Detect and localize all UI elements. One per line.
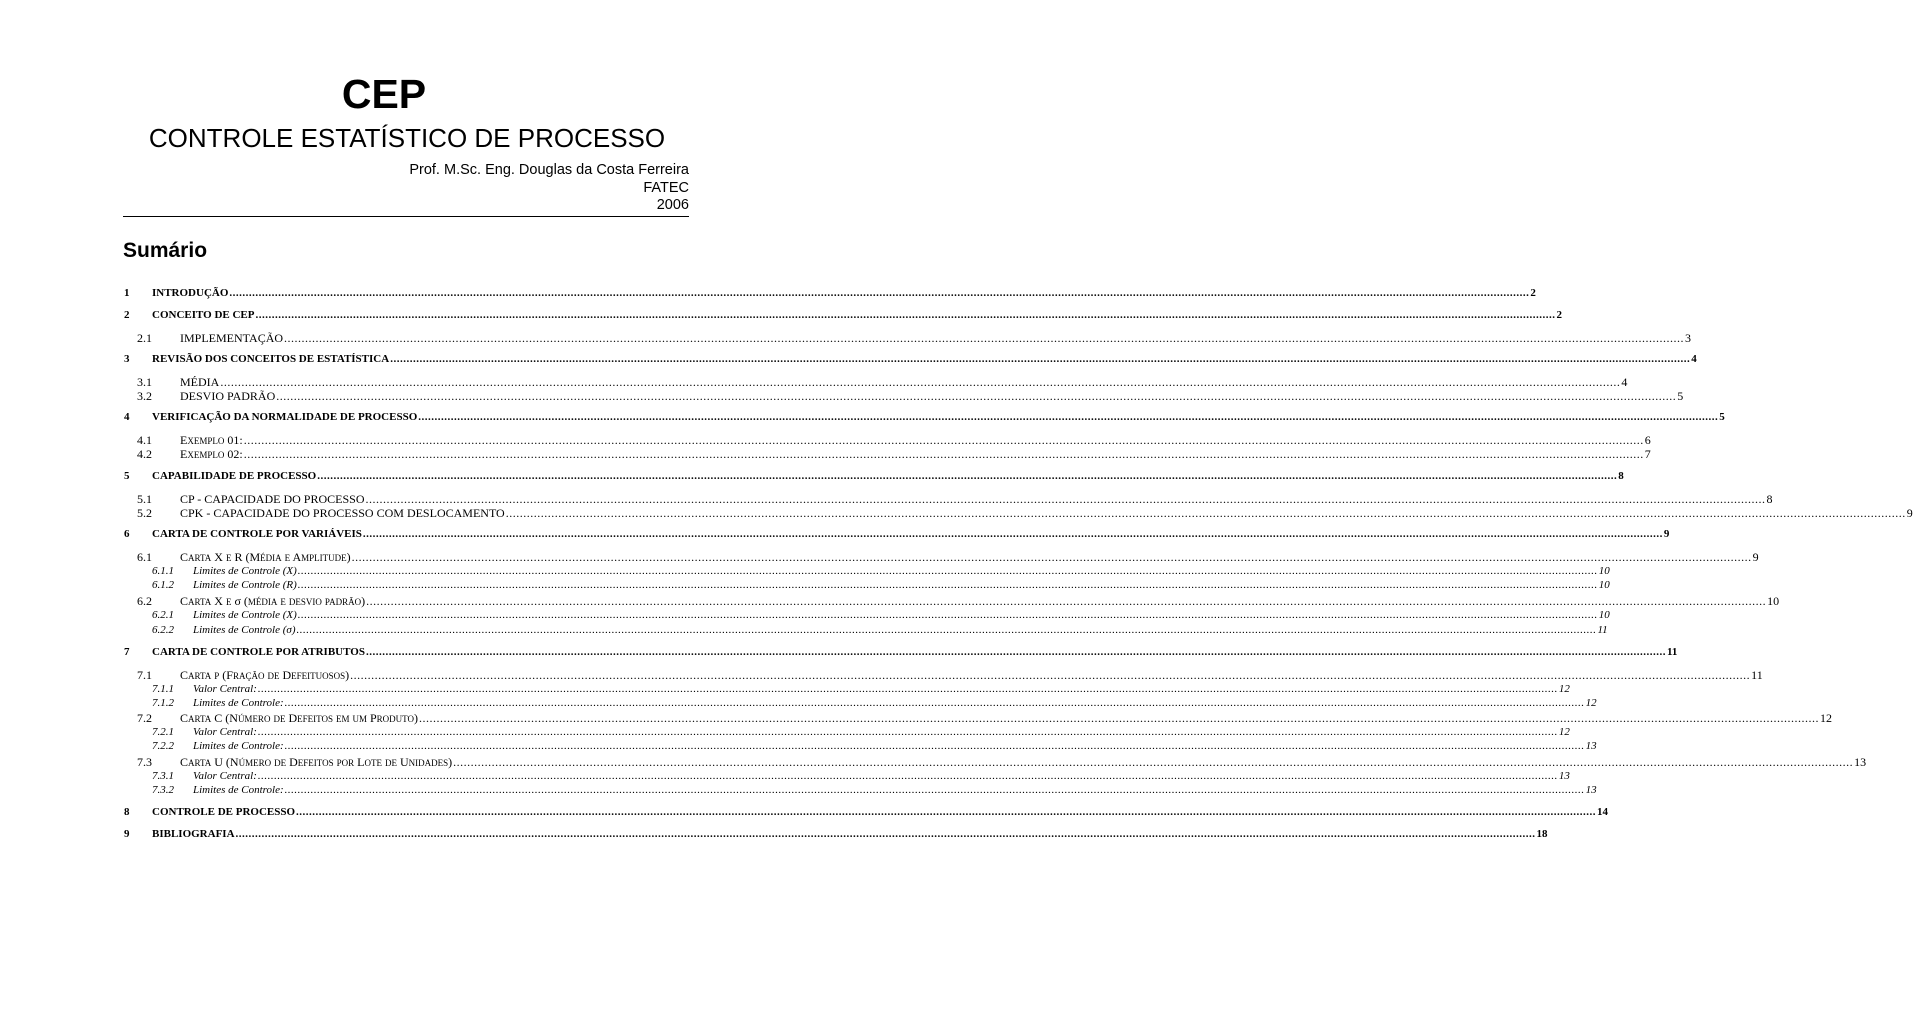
toc-leader-dots: ................................................................................................................................................................................................................................................................................................................................................................................................................ (297, 565, 1598, 577)
toc-entry-page: 13 (1558, 770, 1570, 782)
toc-leader-dots: ................................................................................................................................................................................................................................................................................................................................................................................................................ (220, 375, 1621, 389)
toc-entry-number: 7.3.2 (152, 784, 174, 796)
toc-entry-title: Limites de Controle: (193, 740, 284, 752)
toc-entry-number: 3.2 (137, 389, 152, 403)
toc-entry-page: 5 (1719, 411, 1725, 423)
toc-entry-page: 12 (1558, 726, 1570, 738)
toc-entry[interactable] (0, 470, 1624, 484)
toc-entry[interactable] (0, 740, 1597, 754)
toc-entry[interactable] (0, 528, 1670, 542)
toc-entry-page: 11 (1597, 624, 1608, 636)
toc-entry-number: 5.1 (137, 492, 152, 506)
toc-entry[interactable] (0, 784, 1597, 798)
toc-entry-title: MÉDIA (180, 375, 220, 389)
toc-entry-title: CARTA DE CONTROLE POR VARIÁVEIS (152, 528, 362, 540)
document-subtitle: CONTROLE ESTATÍSTICO DE PROCESSO (148, 123, 666, 153)
toc-entry-title: CARTA U (NÚMERO DE DEFEITOS POR LOTE DE UNIDADES) (180, 755, 453, 769)
toc-leader-dots: ................................................................................................................................................................................................................................................................................................................................................................................................................ (229, 287, 1530, 299)
toc-entry-title: Limites de Controle (σ) (193, 624, 296, 636)
toc-leader-dots: ................................................................................................................................................................................................................................................................................................................................................................................................................ (453, 755, 1854, 769)
toc-entry-title: EXEMPLO 02: (180, 447, 243, 461)
toc-entry[interactable] (0, 806, 1609, 820)
toc-leader-dots: ................................................................................................................................................................................................................................................................................................................................................................................................................ (362, 528, 1663, 540)
toc-entry-title: CONCEITO DE CEP (152, 309, 255, 321)
toc-entry-title: Limites de Controle: (193, 784, 284, 796)
toc-entry[interactable] (0, 683, 1570, 697)
toc-entry-page: 12 (1558, 683, 1570, 695)
toc-entry-number: 4.1 (137, 433, 152, 447)
toc-entry[interactable] (0, 433, 1651, 447)
toc-entry[interactable] (0, 770, 1570, 784)
toc-leader-dots: ................................................................................................................................................................................................................................................................................................................................................................................................................ (276, 389, 1677, 403)
toc-entry[interactable] (0, 353, 1697, 367)
toc-entry-number: 7.1.1 (152, 683, 174, 695)
toc-leader-dots: ................................................................................................................................................................................................................................................................................................................................................................................................................ (235, 828, 1536, 840)
toc-entry-number: 3 (124, 353, 130, 365)
toc-entry[interactable] (0, 726, 1570, 740)
toc-entry-title: Valor Central: (193, 726, 257, 738)
toc-entry-title: Limites de Controle: (193, 697, 284, 709)
toc-entry-page: 10 (1598, 565, 1610, 577)
toc-entry[interactable] (0, 287, 1536, 301)
toc-entry-title: Limites de Controle (X) (193, 565, 297, 577)
toc-entry-number: 7.2 (137, 711, 152, 725)
toc-leader-dots: ................................................................................................................................................................................................................................................................................................................................................................................................................ (284, 740, 1585, 752)
toc-entry[interactable] (0, 697, 1597, 711)
toc-leader-dots: ................................................................................................................................................................................................................................................................................................................................................................................................................ (257, 726, 1558, 738)
toc-entry[interactable] (0, 550, 1759, 564)
toc-entry-title: CONTROLE DE PROCESSO (152, 806, 296, 818)
toc-entry-page: 10 (1767, 594, 1780, 608)
toc-entry-page: 2 (1530, 287, 1536, 299)
toc-leader-dots: ................................................................................................................................................................................................................................................................................................................................................................................................................ (257, 683, 1558, 695)
toc-entry-number: 4.2 (137, 447, 152, 461)
toc-leader-dots: ................................................................................................................................................................................................................................................................................................................................................................................................................ (296, 624, 1597, 636)
toc-entry-title: Limites de Controle (X) (193, 609, 297, 621)
document-title: CEP (341, 71, 427, 117)
toc-entry-page: 11 (1751, 668, 1763, 682)
toc-entry-title: CP - CAPACIDADE DO PROCESSO (180, 492, 365, 506)
author-name: Prof. M.Sc. Eng. Douglas da Costa Ferreira (409, 162, 689, 178)
toc-entry-number: 6 (124, 528, 130, 540)
toc-entry[interactable] (0, 668, 1763, 682)
toc-entry-page: 5 (1677, 389, 1684, 403)
toc-entry-title: Valor Central: (193, 683, 257, 695)
toc-entry-number: 6.2 (137, 594, 152, 608)
toc-entry[interactable] (0, 375, 1628, 389)
toc-entry-page: 8 (1618, 470, 1624, 482)
toc-entry[interactable] (0, 506, 1913, 520)
toc-entry[interactable] (0, 624, 1608, 638)
toc-entry-title: CARTA P (FRAÇÃO DE DEFEITUOSOS) (180, 668, 350, 682)
toc-leader-dots: ................................................................................................................................................................................................................................................................................................................................................................................................................ (351, 550, 1752, 564)
toc-entry[interactable] (0, 828, 1548, 842)
toc-entry-page: 10 (1598, 609, 1610, 621)
toc-entry-title: EXEMPLO 01: (180, 433, 243, 447)
toc-leader-dots: ................................................................................................................................................................................................................................................................................................................................................................................................................ (284, 697, 1585, 709)
toc-entry-number: 7.3.1 (152, 770, 174, 782)
toc-entry-number: 4 (124, 411, 130, 423)
toc-entry-number: 7.2.1 (152, 726, 174, 738)
toc-entry-number: 2 (124, 309, 130, 321)
toc-entry-number: 6.1.1 (152, 565, 174, 577)
toc-entry-title: IMPLEMENTAÇÃO (180, 331, 284, 345)
toc-leader-dots: ................................................................................................................................................................................................................................................................................................................................................................................................................ (390, 353, 1691, 365)
toc-entry-number: 8 (124, 806, 130, 818)
toc-entry-page: 11 (1666, 646, 1678, 658)
toc-entry-title: CARTA X E R (MÉDIA E AMPLITUDE) (180, 550, 351, 564)
toc-entry[interactable] (0, 646, 1678, 660)
toc-leader-dots: ................................................................................................................................................................................................................................................................................................................................................................................................................ (419, 711, 1820, 725)
toc-leader-dots: ................................................................................................................................................................................................................................................................................................................................................................................................................ (350, 668, 1751, 682)
toc-entry-number: 7 (124, 646, 130, 658)
toc-entry[interactable] (0, 565, 1610, 579)
toc-entry-title: VERIFICAÇÃO DA NORMALIDADE DE PROCESSO (152, 411, 418, 423)
toc-entry-page: 12 (1585, 697, 1597, 709)
toc-leader-dots: ................................................................................................................................................................................................................................................................................................................................................................................................................ (365, 492, 1766, 506)
toc-leader-dots: ................................................................................................................................................................................................................................................................................................................................................................................................................ (317, 470, 1618, 482)
toc-leader-dots: ................................................................................................................................................................................................................................................................................................................................................................................................................ (243, 433, 1644, 447)
toc-leader-dots: ................................................................................................................................................................................................................................................................................................................................................................................................................ (505, 506, 1906, 520)
toc-leader-dots: ................................................................................................................................................................................................................................................................................................................................................................................................................ (296, 806, 1597, 818)
toc-entry-title: CPK - CAPACIDADE DO PROCESSO COM DESLOCAMENTO (180, 506, 505, 520)
toc-entry[interactable] (0, 755, 1867, 769)
toc-leader-dots: ................................................................................................................................................................................................................................................................................................................................................................................................................ (297, 609, 1598, 621)
toc-entry-number: 7.1.2 (152, 697, 174, 709)
toc-entry-title: INTRODUÇÃO (152, 287, 229, 299)
summary-heading: Sumário (123, 239, 208, 262)
toc-entry[interactable] (0, 389, 1684, 403)
toc-entry-page: 13 (1585, 740, 1597, 752)
toc-entry-number: 9 (124, 828, 130, 840)
toc-entry-title: Limites de Controle (R) (193, 579, 297, 591)
toc-entry[interactable] (0, 331, 1692, 345)
toc-entry-number: 7.3 (137, 755, 152, 769)
toc-entry[interactable] (0, 609, 1610, 623)
toc-entry-number: 5 (124, 470, 130, 482)
toc-entry-page: 10 (1598, 579, 1610, 591)
toc-entry[interactable] (0, 411, 1725, 425)
toc-entry-title: REVISÃO DOS CONCEITOS DE ESTATÍSTICA (152, 353, 390, 365)
toc-entry-title: DESVIO PADRÃO (180, 389, 276, 403)
document-year: 2006 (656, 197, 689, 213)
toc-entry-title: Valor Central: (193, 770, 257, 782)
toc-leader-dots: ................................................................................................................................................................................................................................................................................................................................................................................................................ (284, 331, 1685, 345)
toc-entry-title: CARTA C (NÚMERO DE DEFEITOS EM UM PRODUTO) (180, 711, 419, 725)
toc-entry-number: 1 (124, 287, 130, 299)
toc-entry-page: 8 (1766, 492, 1773, 506)
toc-entry-title: CARTA X E σ (MÉDIA E DESVIO PADRÃO) (180, 594, 366, 608)
toc-entry-title: CAPABILIDADE DE PROCESSO (152, 470, 317, 482)
toc-entry[interactable] (0, 492, 1773, 506)
toc-entry[interactable] (0, 711, 1833, 725)
toc-entry-page: 4 (1691, 353, 1697, 365)
institution-name: FATEC (643, 179, 689, 196)
toc-entry-title: CARTA DE CONTROLE POR ATRIBUTOS (152, 646, 365, 658)
toc-entry-page: 13 (1585, 784, 1597, 796)
toc-entry-title: BIBLIOGRAFIA (152, 828, 235, 840)
toc-entry[interactable] (0, 447, 1651, 461)
toc-entry-number: 6.2.1 (152, 609, 174, 621)
toc-entry-number: 6.2.2 (152, 624, 174, 636)
toc-entry-page: 2 (1556, 309, 1562, 321)
toc-entry-page: 7 (1644, 447, 1651, 461)
toc-leader-dots: ................................................................................................................................................................................................................................................................................................................................................................................................................ (418, 411, 1719, 423)
toc-leader-dots: ................................................................................................................................................................................................................................................................................................................................................................................................................ (284, 784, 1585, 796)
toc-leader-dots: ................................................................................................................................................................................................................................................................................................................................................................................................................ (297, 579, 1598, 591)
toc-entry[interactable] (0, 579, 1610, 593)
toc-leader-dots: ................................................................................................................................................................................................................................................................................................................................................................................................................ (255, 309, 1556, 321)
toc-entry-page: 12 (1820, 711, 1833, 725)
toc-leader-dots: ................................................................................................................................................................................................................................................................................................................................................................................................................ (243, 447, 1644, 461)
toc-entry-number: 3.1 (137, 375, 152, 389)
toc-entry-page: 3 (1685, 331, 1692, 345)
toc-entry-page: 9 (1906, 506, 1913, 520)
toc-entry-number: 7.2.2 (152, 740, 174, 752)
toc-entry-number: 6.1.2 (152, 579, 174, 591)
toc-entry-page: 6 (1644, 433, 1651, 447)
toc-entry-page: 9 (1663, 528, 1670, 540)
toc-entry-page: 4 (1621, 375, 1628, 389)
toc-entry[interactable] (0, 309, 1562, 323)
toc-leader-dots: ................................................................................................................................................................................................................................................................................................................................................................................................................ (365, 646, 1666, 658)
toc-entry-number: 6.1 (137, 550, 152, 564)
toc-leader-dots: ................................................................................................................................................................................................................................................................................................................................................................................................................ (366, 594, 1767, 608)
toc-entry-page: 13 (1854, 755, 1867, 769)
toc-entry-page: 9 (1752, 550, 1759, 564)
toc-entry-number: 5.2 (137, 506, 152, 520)
toc-entry-number: 2.1 (137, 331, 152, 345)
toc-entry-page: 18 (1536, 828, 1548, 840)
toc-entry-number: 7.1 (137, 668, 152, 682)
toc-leader-dots: ................................................................................................................................................................................................................................................................................................................................................................................................................ (257, 770, 1558, 782)
toc-entry-page: 14 (1597, 806, 1609, 818)
toc-entry[interactable] (0, 594, 1780, 608)
